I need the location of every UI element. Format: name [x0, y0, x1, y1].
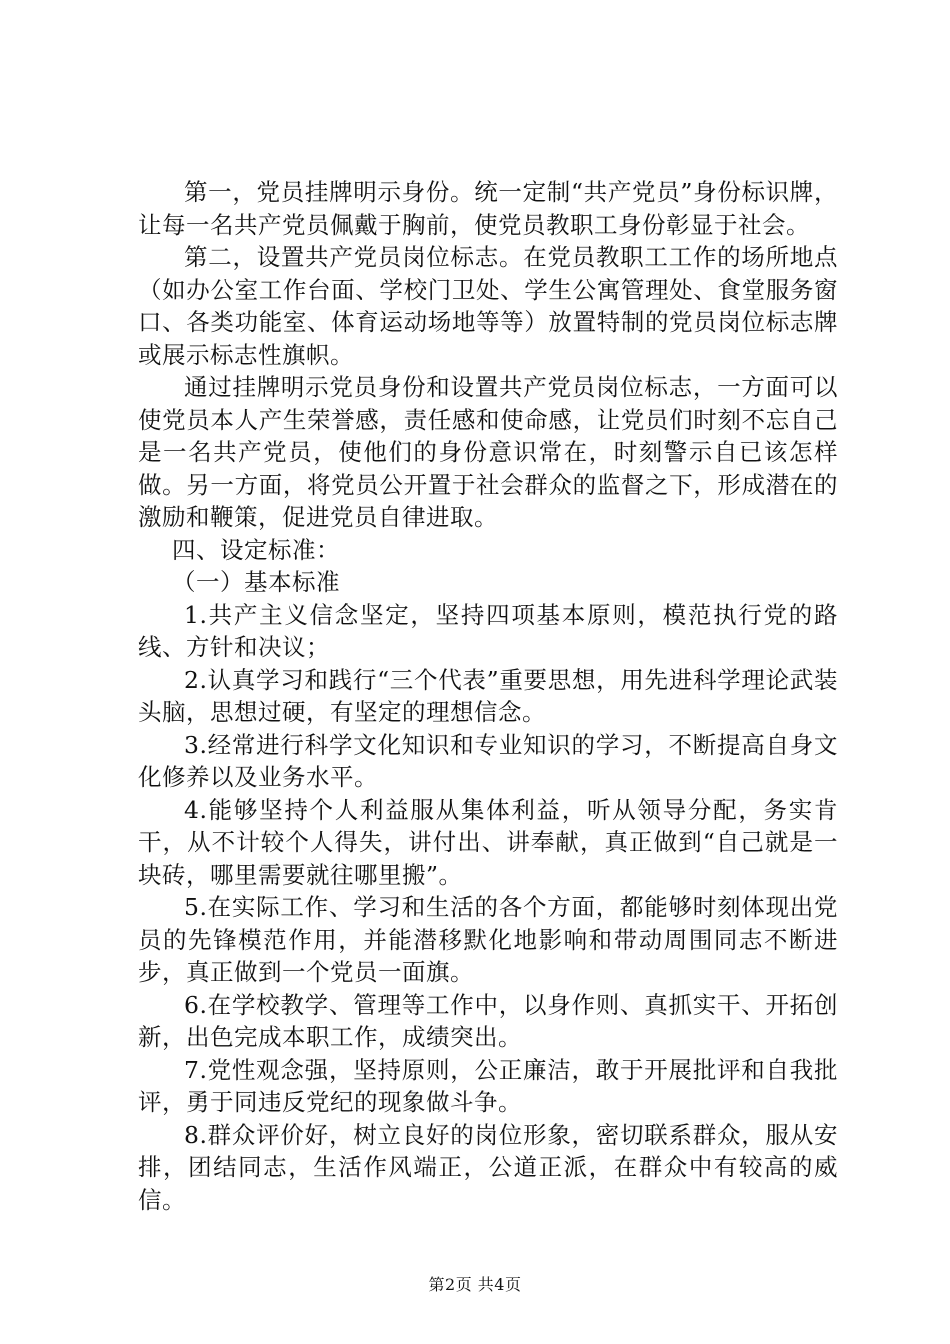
paragraph-post-marker: 第二，设置共产党员岗位标志。在党员教职工工作的场所地点（如办公室工作台面、学校门卫处、学生公寓管理处、食堂服务窗口、各类功能室、体育运动场地等等）放置特制的党员岗位标志牌或展示标志性旗帜。	[138, 243, 838, 369]
standard-item-6: 6.在学校教学、管理等工作中，以身作则、真抓实干、开拓创新，出色完成本职工作，成绩突出。	[138, 990, 838, 1051]
paragraph-badge-identity: 第一，党员挂牌明示身份。统一定制“共产党员”身份标识牌，让每一名共产党员佩戴于胸前，使党员教职工身份彰显于社会。	[138, 178, 838, 239]
standard-item-4: 4.能够坚持个人利益服从集体利益，听从领导分配，务实肯干，从不计较个人得失，讲付出、讲奉献，真正做到“自己就是一块砖，哪里需要就往哪里搬”。	[138, 795, 838, 889]
standard-item-3: 3.经常进行科学文化知识和专业知识的学习，不断提高自身文化修养以及业务水平。	[138, 730, 838, 791]
standard-item-2: 2.认真学习和践行“三个代表”重要思想，用先进科学理论武装头脑，思想过硬，有坚定的理想信念。	[138, 665, 838, 726]
standard-item-5: 5.在实际工作、学习和生活的各个方面，都能够时刻体现出党员的先锋模范作用，并能潜移默化地影响和带动周围同志不断进步，真正做到一个党员一面旗。	[138, 893, 838, 986]
standard-item-1: 1.共产主义信念坚定，坚持四项基本原则，模范执行党的路线、方针和决议；	[138, 600, 838, 661]
document-body	[138, 176, 838, 1216]
section-heading: 四、设定标准：	[172, 535, 340, 564]
paragraph-purpose: 通过挂牌明示党员身份和设置共产党员岗位标志，一方面可以使党员本人产生荣誉感，责任感和使命感，让党员们时刻不忘自己是一名共产党员，使他们的身份意识常在，时刻警示自已该怎样做。另一方面，将党员公开置于社会群众的监督之下，形成潜在的激励和鞭策，促进党员自律进取。	[138, 373, 838, 531]
page-footer: 第2页 共4页	[428, 1275, 522, 1294]
subsection-heading: （一）基本标准	[172, 568, 340, 596]
standard-item-7: 7.党性观念强，坚持原则，公正廉洁，敢于开展批评和自我批评，勇于同违反党纪的现象做斗争。	[138, 1055, 838, 1116]
standard-item-8: 8.群众评价好，树立良好的岗位形象，密切联系群众，服从安排，团结同志，生活作风端正，公道正派，在群众中有较高的威信。	[138, 1120, 838, 1214]
